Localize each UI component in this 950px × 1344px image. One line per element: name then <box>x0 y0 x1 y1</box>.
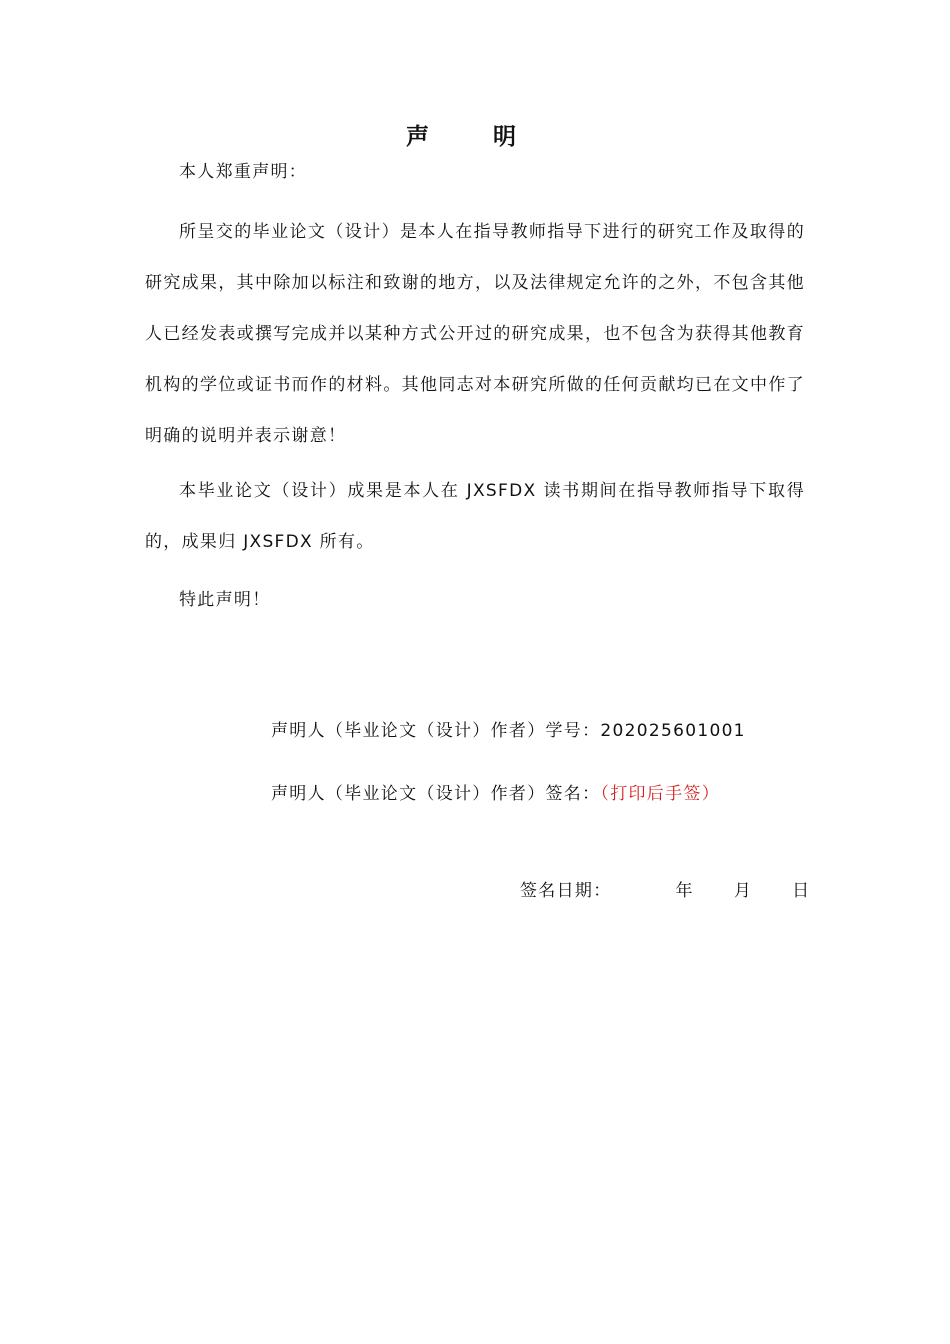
date-year: 年 <box>675 881 694 901</box>
student-id-line <box>271 716 746 741</box>
paragraph-originality: 所呈交的毕业论文（设计）是本人在指导教师指导下进行的研究工作及取得的研究成果，其中除加以标注和致谢的地方，以及法律规定允许的之外，不包含其他人已经发表或撰写完成并以某种方式公开过的研究成果，也不包含为获得其他教育机构的学位或证书而作的材料。其他同志对本研究所做的任何贡献均已在文中作了明确的说明并表示谢意！ <box>145 222 805 446</box>
signature-date-line <box>520 876 810 901</box>
signature-note: （打印后手签） <box>600 784 721 804</box>
closing-statement: 特此声明！ <box>179 590 271 610</box>
page-title: 声明 <box>406 124 580 150</box>
paragraph-ownership: 本毕业论文（设计）成果是本人在 JXSFDX 读书期间在指导教师指导下取得的，成果归 JXSFDX 所有。 <box>145 481 805 552</box>
date-month: 月 <box>733 881 753 901</box>
student-id-label: 声明人（毕业论文（设计）作者）学号： <box>271 721 601 741</box>
student-id-value: 202025601001 <box>600 721 746 741</box>
date-label: 签名日期： <box>520 881 612 901</box>
signature-label: 声明人（毕业论文（设计）作者）签名： <box>271 784 601 804</box>
signature-line <box>271 779 720 804</box>
salutation: 本人郑重声明： <box>179 162 308 182</box>
date-day: 日 <box>792 881 811 901</box>
